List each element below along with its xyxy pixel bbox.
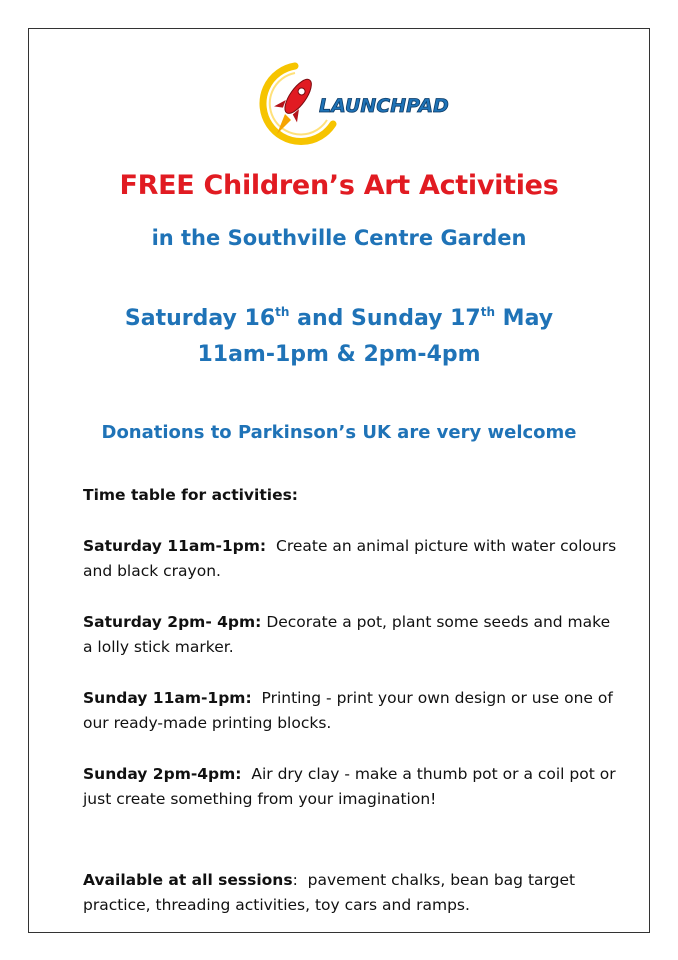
activity-text: Air dry clay - make a thumb pot or a coil pot or just create something from your imagination! — [83, 765, 621, 808]
dates-part: May — [495, 306, 554, 331]
rocket-flame — [277, 114, 291, 134]
activity-label: Saturday 2pm- 4pm: — [83, 613, 262, 631]
activity-text: Decorate a pot, plant some seeds and make a lolly stick marker. — [83, 613, 616, 656]
activity-text: Create an animal picture with water colours and black crayon. — [83, 537, 622, 580]
poster-title: FREE Children’s Art Activities — [119, 170, 559, 201]
activity-label: Sunday 2pm-4pm: — [83, 765, 242, 783]
available-note — [83, 868, 623, 918]
ordinal-suffix: th — [275, 305, 290, 319]
activity-label: Saturday 11am-1pm: — [83, 537, 267, 555]
event-times: 11am-1pm & 2pm-4pm — [197, 342, 481, 367]
activity-item — [83, 686, 623, 736]
poster-subtitle: in the Southville Centre Garden — [151, 226, 527, 250]
activity-label: Sunday 11am-1pm: — [83, 689, 252, 707]
dates-part: Saturday 16 — [124, 306, 276, 331]
activity-item — [83, 762, 623, 812]
donations-note: Donations to Parkinson’s UK are very welcome — [101, 422, 577, 443]
dates-part: and Sunday 17 — [289, 306, 481, 331]
launchpad-logo — [255, 62, 449, 144]
activity-text: Printing - print your own design or use one of our ready-made printing blocks. — [83, 689, 618, 732]
logo-text: LAUNCHPAD — [319, 95, 449, 117]
activity-item — [83, 610, 623, 660]
ordinal-suffix: th — [480, 305, 496, 319]
activity-item — [83, 534, 623, 584]
event-dates — [0, 305, 678, 331]
available-label: Available at all sessions — [83, 871, 293, 889]
timetable-heading: Time table for activities: — [83, 486, 299, 504]
available-text: : pavement chalks, bean bag target practice, threading activities, toy cars and ramps. — [83, 871, 581, 914]
